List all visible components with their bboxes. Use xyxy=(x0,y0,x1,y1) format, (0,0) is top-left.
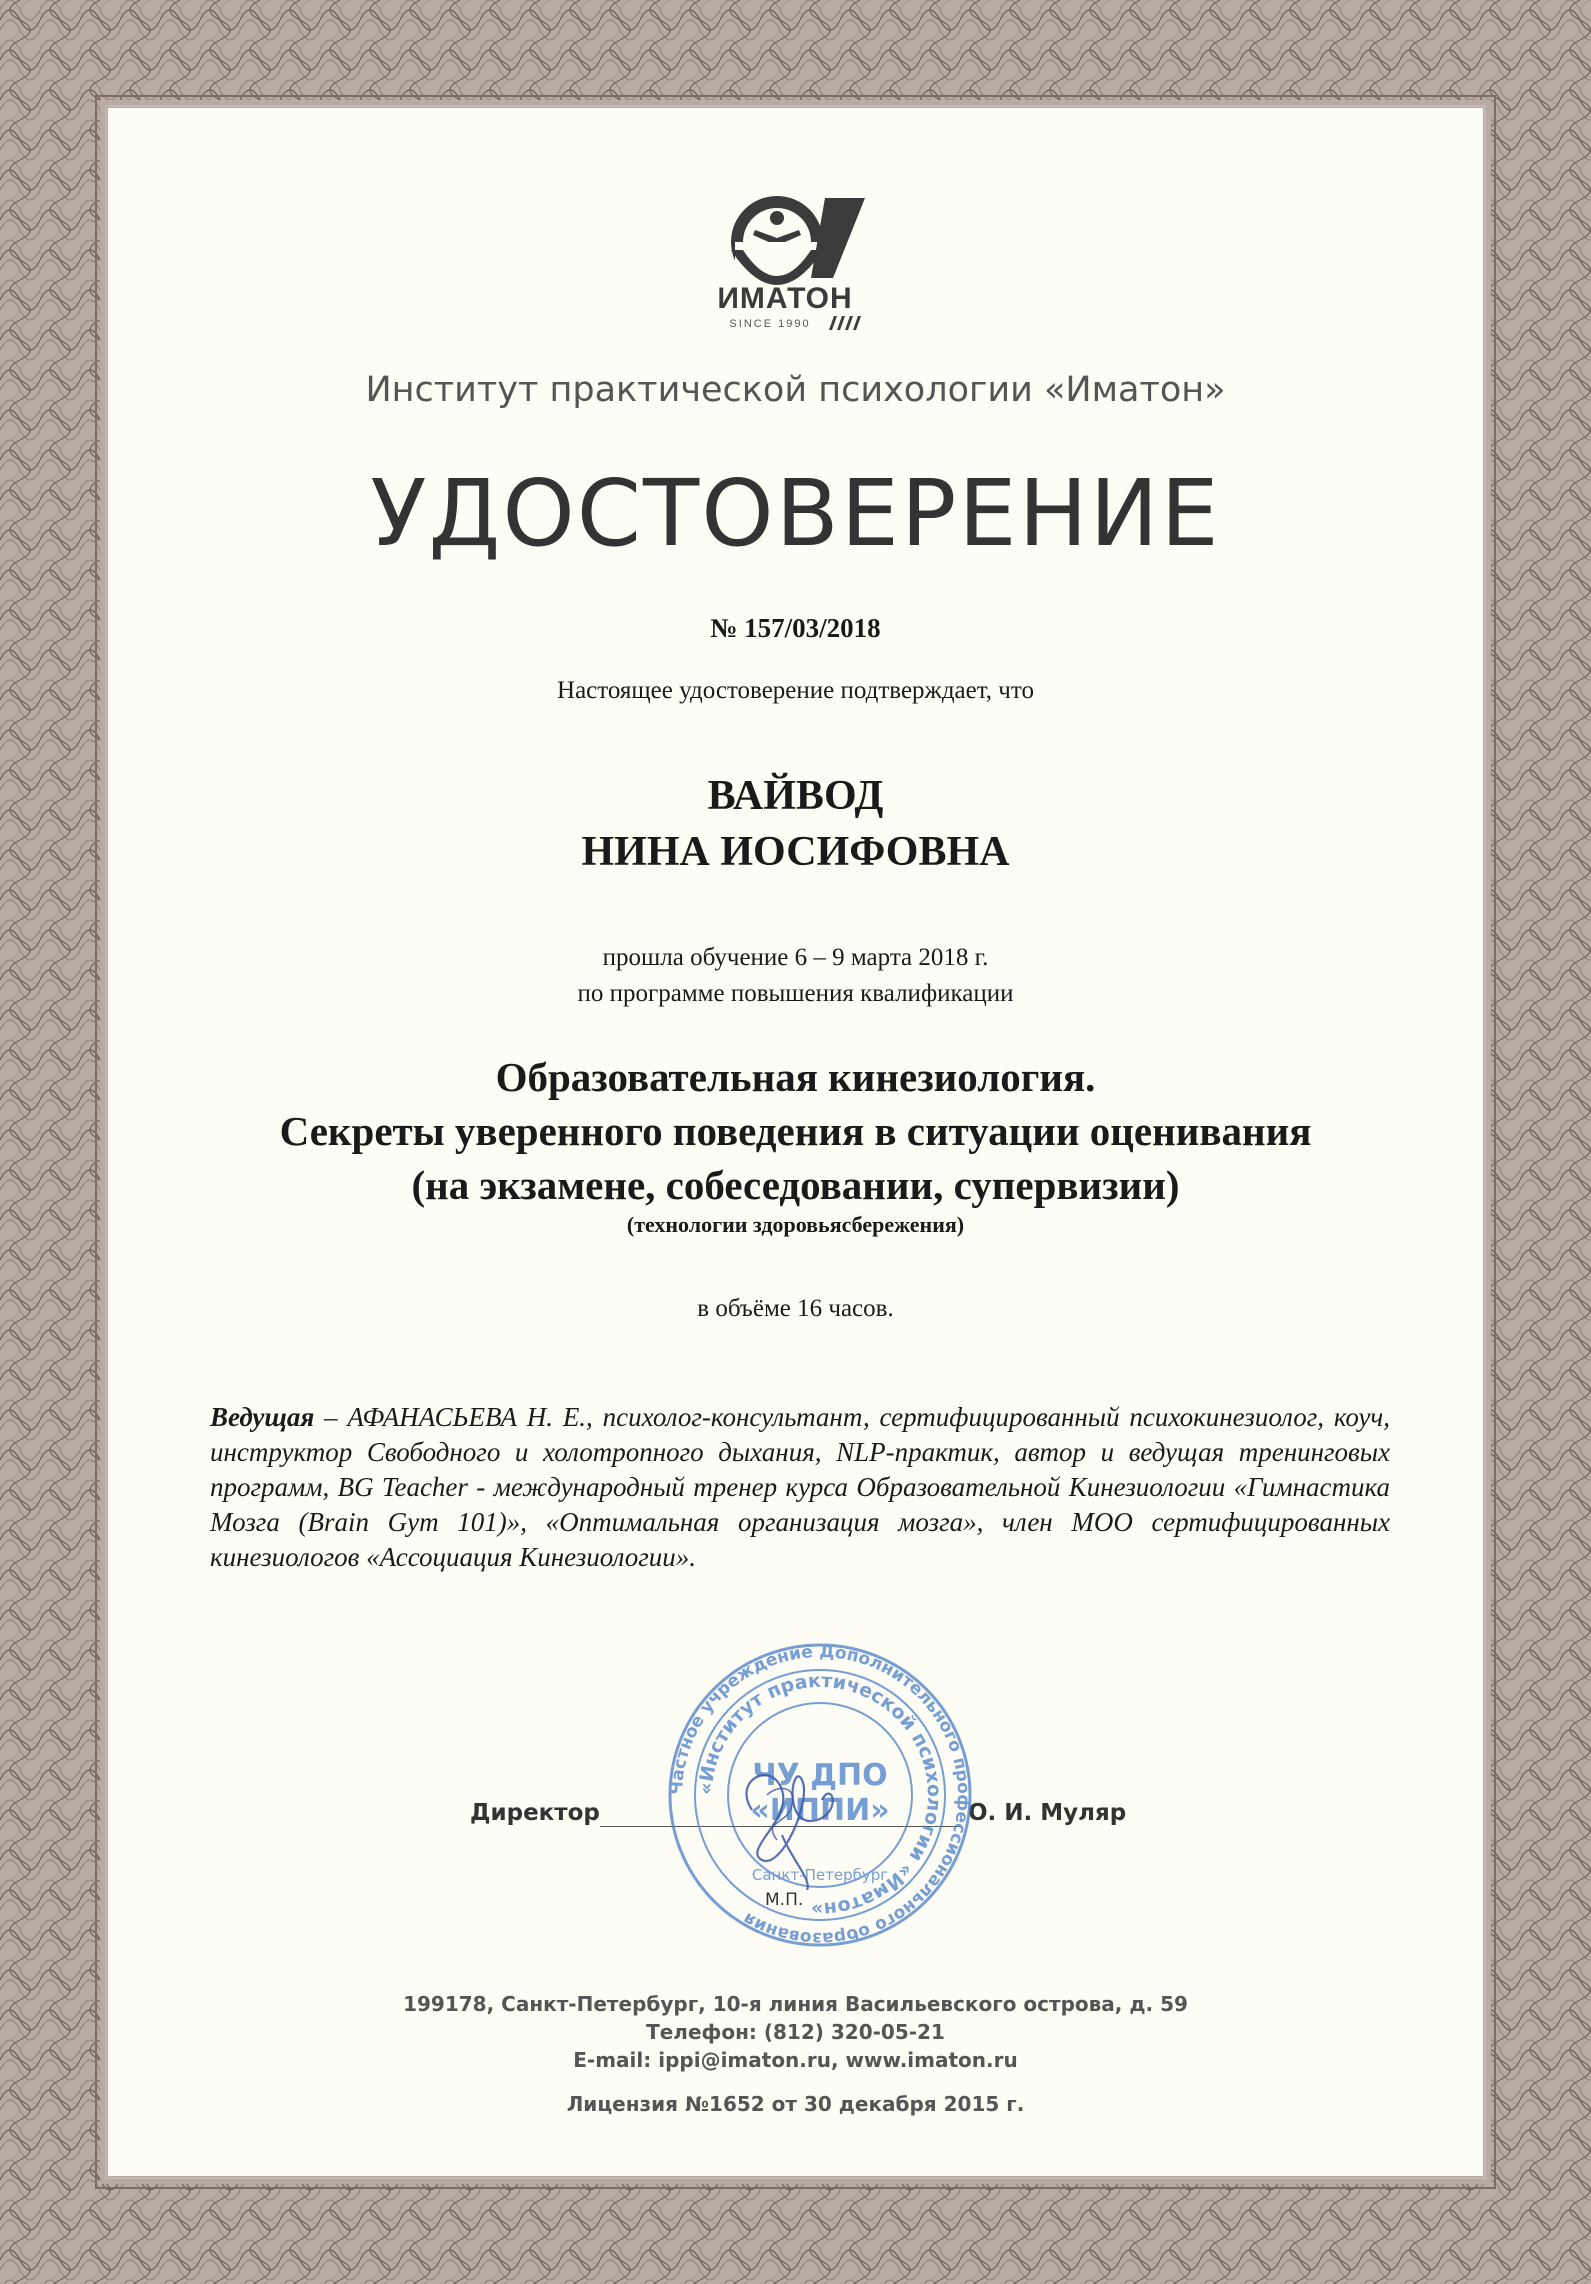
footer-license: Лицензия №1652 от 30 декабря 2015 г. xyxy=(566,2092,1025,2116)
stamp-inner-text: «Институт практической психологии «Иматон» xyxy=(694,1669,946,1921)
imaton-logo xyxy=(715,190,875,340)
stamp-center-line2: «ИППИ» xyxy=(750,1793,890,1828)
person-name xyxy=(0,768,1591,880)
lead-description: – АФАНАСЬЕВА Н. Е., психолог-консультант, сертифицированный психокинезиолог, коуч, инструктор Свободного и холотропного дыхания, NLP-практик, автор и ведущая тренинговых программ, BG Teacher - международный тренер курса Образовательной Кинезиологии «Гимнастика Мозга (Brain Gym 101)», «Оптимальная организация мозга», член МОО сертифицированных кинезиологов «Ассоциация Кинезиологии». xyxy=(210,1402,1390,1572)
course-hours: в объёме 16 часов. xyxy=(697,1295,894,1322)
person-surname: ВАЙВОД xyxy=(707,773,884,819)
course-subtitle: (технологии здоровьясбережения) xyxy=(626,1212,965,1237)
logo-since: SINCE 1990 xyxy=(729,318,811,330)
director-label: Директор xyxy=(470,1800,600,1826)
course-title-line2: Секреты уверенного поведения в ситуации оценивания xyxy=(279,1108,1312,1154)
document-title: УДОСТОВЕРЕНИЕ xyxy=(370,460,1221,567)
stamp-city: Санкт-Петербург xyxy=(751,1866,889,1884)
stamp-center-line1: ЧУ ДПО xyxy=(752,1758,888,1793)
footer-address: 199178, Санкт-Петербург, 10-я линия Васильевского острова, д. 59 xyxy=(403,1992,1188,2016)
training-dates: прошла обучение 6 – 9 марта 2018 г. xyxy=(602,944,989,971)
course-title-line3: (на экзамене, собеседовании, супервизии) xyxy=(411,1162,1180,1208)
stamp-outer-text: Частное учреждение Дополнительного профессионального образования xyxy=(666,1641,974,1949)
footer-phone: Телефон: (812) 320-05-21 xyxy=(646,2020,945,2044)
certificate-number: № 157/03/2018 xyxy=(710,613,881,643)
logo-stripes-icon xyxy=(825,316,865,330)
course-title-line1: Образовательная кинезиология. xyxy=(495,1054,1096,1100)
training-info xyxy=(0,940,1591,1012)
training-program-type: по программе повышения квалификации xyxy=(577,980,1014,1007)
person-given-name: НИНА ИОСИФОВНА xyxy=(581,829,1010,875)
seal-place-label: М.П. xyxy=(765,1890,804,1910)
institute-name: Институт практической психологии «Иматон» xyxy=(365,370,1226,410)
imaton-logo-icon xyxy=(715,190,875,295)
lead-trainer-info xyxy=(210,1400,1390,1575)
handwritten-signature xyxy=(722,1740,852,1890)
course-title xyxy=(0,1050,1591,1212)
logo-name: ИМАТОН xyxy=(717,282,853,315)
lead-label: Ведущая xyxy=(210,1402,315,1432)
footer-email: E-mail: ippi@imaton.ru, www.imaton.ru xyxy=(573,2048,1018,2072)
director-name: О. И. Муляр xyxy=(968,1800,1127,1826)
confirms-text: Настоящее удостоверение подтверждает, что xyxy=(557,677,1034,704)
